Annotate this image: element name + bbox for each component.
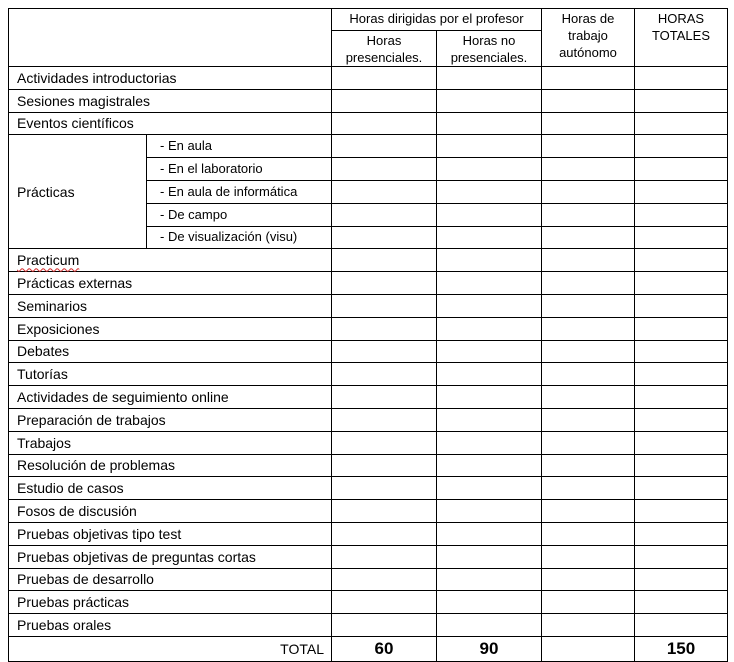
header-no-presenciales-line1: Horas no	[462, 33, 516, 48]
activity-value-cell	[635, 454, 728, 477]
header-no-presenciales-line2: presenciales.	[450, 50, 528, 65]
activity-label	[9, 591, 332, 614]
practicas-value-cell	[332, 158, 437, 181]
practicas-value-cell	[542, 203, 635, 226]
activity-label-text: Exposiciones	[17, 320, 100, 337]
practicas-value-cell	[635, 226, 728, 249]
activity-row	[9, 67, 728, 90]
activity-value-cell	[332, 363, 437, 386]
activity-value-cell	[635, 294, 728, 317]
practicas-value-cell	[437, 226, 542, 249]
practicas-value-cell	[542, 226, 635, 249]
total-totales: 150	[635, 636, 728, 661]
activity-row	[9, 568, 728, 591]
practicas-value-cell	[542, 180, 635, 203]
activity-value-cell	[542, 500, 635, 523]
activity-value-cell	[542, 522, 635, 545]
activity-label-text: Actividades de seguimiento online	[17, 389, 229, 406]
header-presenciales-line1: Horas	[366, 33, 402, 48]
activity-value-cell	[332, 249, 437, 272]
activity-value-cell	[542, 89, 635, 112]
practicas-sub-label: - En aula de informática	[147, 180, 332, 203]
activity-label-text: Resolución de problemas	[17, 457, 175, 474]
activity-value-cell	[542, 112, 635, 135]
total-label: TOTAL	[9, 636, 332, 661]
header-no-presenciales	[437, 31, 542, 67]
activity-value-cell	[635, 363, 728, 386]
activity-value-cell	[635, 568, 728, 591]
activity-label	[9, 112, 332, 135]
activity-value-cell	[332, 386, 437, 409]
activity-value-cell	[332, 317, 437, 340]
practicas-sub-label: - En el laboratorio	[147, 158, 332, 181]
activity-label	[9, 294, 332, 317]
activity-label-text: Fosos de discusión	[17, 503, 137, 520]
practicas-sub-label: - En aula	[147, 135, 332, 158]
practicas-value-cell	[437, 180, 542, 203]
activity-row	[9, 522, 728, 545]
activity-label	[9, 522, 332, 545]
activity-value-cell	[437, 112, 542, 135]
total-row	[9, 636, 728, 661]
practicas-value-cell	[635, 135, 728, 158]
activity-value-cell	[635, 272, 728, 295]
activity-row	[9, 340, 728, 363]
activity-label	[9, 272, 332, 295]
activity-label	[9, 249, 332, 272]
activity-row	[9, 317, 728, 340]
activity-label-text: Pruebas objetivas tipo test	[17, 525, 182, 542]
activity-label	[9, 67, 332, 90]
activity-value-cell	[635, 89, 728, 112]
activity-value-cell	[332, 591, 437, 614]
activity-value-cell	[635, 614, 728, 637]
activity-label	[9, 431, 332, 454]
activity-label	[9, 408, 332, 431]
header-totales-line1: HORAS	[657, 11, 705, 26]
activity-label-text: Pruebas objetivas de preguntas cortas	[17, 548, 256, 565]
activity-label-text: Sesiones magistrales	[17, 92, 151, 109]
activity-value-cell	[542, 67, 635, 90]
activity-value-cell	[437, 614, 542, 637]
activity-label	[9, 568, 332, 591]
activity-value-cell	[437, 386, 542, 409]
activity-value-cell	[635, 431, 728, 454]
activity-value-cell	[437, 454, 542, 477]
activity-value-cell	[542, 408, 635, 431]
activity-label	[9, 386, 332, 409]
total-autonomo	[542, 636, 635, 661]
practicas-value-cell	[332, 203, 437, 226]
activity-value-cell	[635, 67, 728, 90]
activity-value-cell	[332, 614, 437, 637]
activity-value-cell	[437, 294, 542, 317]
activity-label-text: Seminarios	[17, 297, 88, 314]
header-empty-cell	[9, 9, 332, 67]
activity-value-cell	[635, 317, 728, 340]
activity-row	[9, 545, 728, 568]
activity-value-cell	[332, 67, 437, 90]
activity-label	[9, 545, 332, 568]
activity-row	[9, 477, 728, 500]
activity-row	[9, 386, 728, 409]
activity-value-cell	[437, 249, 542, 272]
activity-label	[9, 317, 332, 340]
activity-value-cell	[542, 477, 635, 500]
activity-label-text: Trabajos	[17, 434, 71, 451]
activity-label	[9, 363, 332, 386]
activity-label-text: Preparación de trabajos	[17, 411, 166, 428]
activity-label	[9, 340, 332, 363]
activity-value-cell	[635, 500, 728, 523]
activity-label-text: Pruebas prácticas	[17, 594, 130, 611]
activity-value-cell	[437, 545, 542, 568]
activity-value-cell	[542, 386, 635, 409]
practicas-label: Prácticas	[9, 135, 147, 249]
activity-label-text: Pruebas de desarrollo	[17, 571, 154, 588]
activity-value-cell	[332, 568, 437, 591]
activity-value-cell	[437, 500, 542, 523]
activity-value-cell	[332, 500, 437, 523]
activity-label-text: Actividades introductorias	[17, 69, 177, 86]
activity-value-cell	[542, 272, 635, 295]
total-no-presenciales: 90	[437, 636, 542, 661]
activity-label-text: Estudio de casos	[17, 480, 124, 497]
activity-value-cell	[635, 386, 728, 409]
activity-row	[9, 500, 728, 523]
header-autonomo-line1: Horas de	[561, 11, 615, 26]
header-autonomo-line2: trabajo	[568, 28, 608, 43]
activity-value-cell	[437, 522, 542, 545]
activity-label	[9, 500, 332, 523]
activity-value-cell	[437, 272, 542, 295]
activity-label	[9, 477, 332, 500]
activity-label-text: Practicum	[17, 252, 80, 269]
activity-value-cell	[542, 294, 635, 317]
activity-value-cell	[635, 340, 728, 363]
activity-value-cell	[635, 112, 728, 135]
activity-label	[9, 614, 332, 637]
practicas-value-cell	[332, 135, 437, 158]
activity-label-text: Debates	[17, 343, 70, 360]
activity-value-cell	[332, 454, 437, 477]
header-totales	[635, 9, 728, 67]
activity-value-cell	[542, 591, 635, 614]
header-dirigidas: Horas dirigidas por el profesor	[332, 9, 542, 31]
activity-value-cell	[542, 454, 635, 477]
activity-label-text: Tutorías	[17, 366, 68, 383]
header-autonomo	[542, 9, 635, 67]
activity-value-cell	[437, 591, 542, 614]
practicas-value-cell	[437, 135, 542, 158]
total-presenciales: 60	[332, 636, 437, 661]
activity-label	[9, 454, 332, 477]
activity-value-cell	[635, 545, 728, 568]
activity-value-cell	[542, 431, 635, 454]
activity-value-cell	[542, 545, 635, 568]
activity-row	[9, 249, 728, 272]
activity-value-cell	[542, 568, 635, 591]
activity-value-cell	[332, 340, 437, 363]
practicas-value-cell	[542, 158, 635, 181]
activity-row	[9, 112, 728, 135]
practicas-value-cell	[542, 135, 635, 158]
activity-value-cell	[332, 294, 437, 317]
header-autonomo-line3: autónomo	[559, 45, 617, 60]
activity-row	[9, 591, 728, 614]
hours-table	[8, 8, 728, 662]
activity-value-cell	[437, 363, 542, 386]
header-row-1	[9, 9, 728, 31]
header-presenciales	[332, 31, 437, 67]
activity-label-text: Eventos científicos	[17, 115, 134, 132]
activity-value-cell	[437, 67, 542, 90]
activity-row	[9, 431, 728, 454]
activity-value-cell	[635, 591, 728, 614]
header-totales-line2: TOTALES	[651, 28, 711, 43]
practicas-value-cell	[332, 226, 437, 249]
activity-value-cell	[332, 408, 437, 431]
activity-value-cell	[635, 477, 728, 500]
activity-value-cell	[437, 477, 542, 500]
activity-value-cell	[332, 272, 437, 295]
activity-value-cell	[437, 317, 542, 340]
practicas-value-cell	[635, 158, 728, 181]
activity-row	[9, 363, 728, 386]
practicas-sub-label: - De campo	[147, 203, 332, 226]
activity-value-cell	[542, 614, 635, 637]
activity-value-cell	[542, 317, 635, 340]
activity-value-cell	[332, 522, 437, 545]
activity-value-cell	[542, 363, 635, 386]
activity-row	[9, 294, 728, 317]
activity-row	[9, 89, 728, 112]
activity-value-cell	[332, 431, 437, 454]
activity-row	[9, 454, 728, 477]
practicas-value-cell	[437, 203, 542, 226]
activity-value-cell	[437, 431, 542, 454]
practicas-value-cell	[332, 180, 437, 203]
activity-label-text: Pruebas orales	[17, 617, 112, 634]
activity-row	[9, 272, 728, 295]
practicas-value-cell	[437, 158, 542, 181]
practicas-sub-label: - De visualización (visu)	[147, 226, 332, 249]
practicas-row	[9, 135, 728, 158]
activity-value-cell	[332, 89, 437, 112]
practicas-value-cell	[635, 180, 728, 203]
activity-row	[9, 614, 728, 637]
activity-value-cell	[635, 408, 728, 431]
practicas-value-cell	[635, 203, 728, 226]
activity-value-cell	[635, 249, 728, 272]
activity-value-cell	[332, 545, 437, 568]
activity-value-cell	[542, 249, 635, 272]
activity-value-cell	[437, 408, 542, 431]
activity-label	[9, 89, 332, 112]
activity-value-cell	[635, 522, 728, 545]
header-presenciales-line2: presenciales.	[345, 50, 423, 65]
activity-value-cell	[437, 340, 542, 363]
activity-value-cell	[437, 89, 542, 112]
activity-row	[9, 408, 728, 431]
activity-value-cell	[332, 477, 437, 500]
activity-value-cell	[542, 340, 635, 363]
activity-label-text: Prácticas externas	[17, 275, 133, 292]
activity-value-cell	[437, 568, 542, 591]
activity-value-cell	[332, 112, 437, 135]
